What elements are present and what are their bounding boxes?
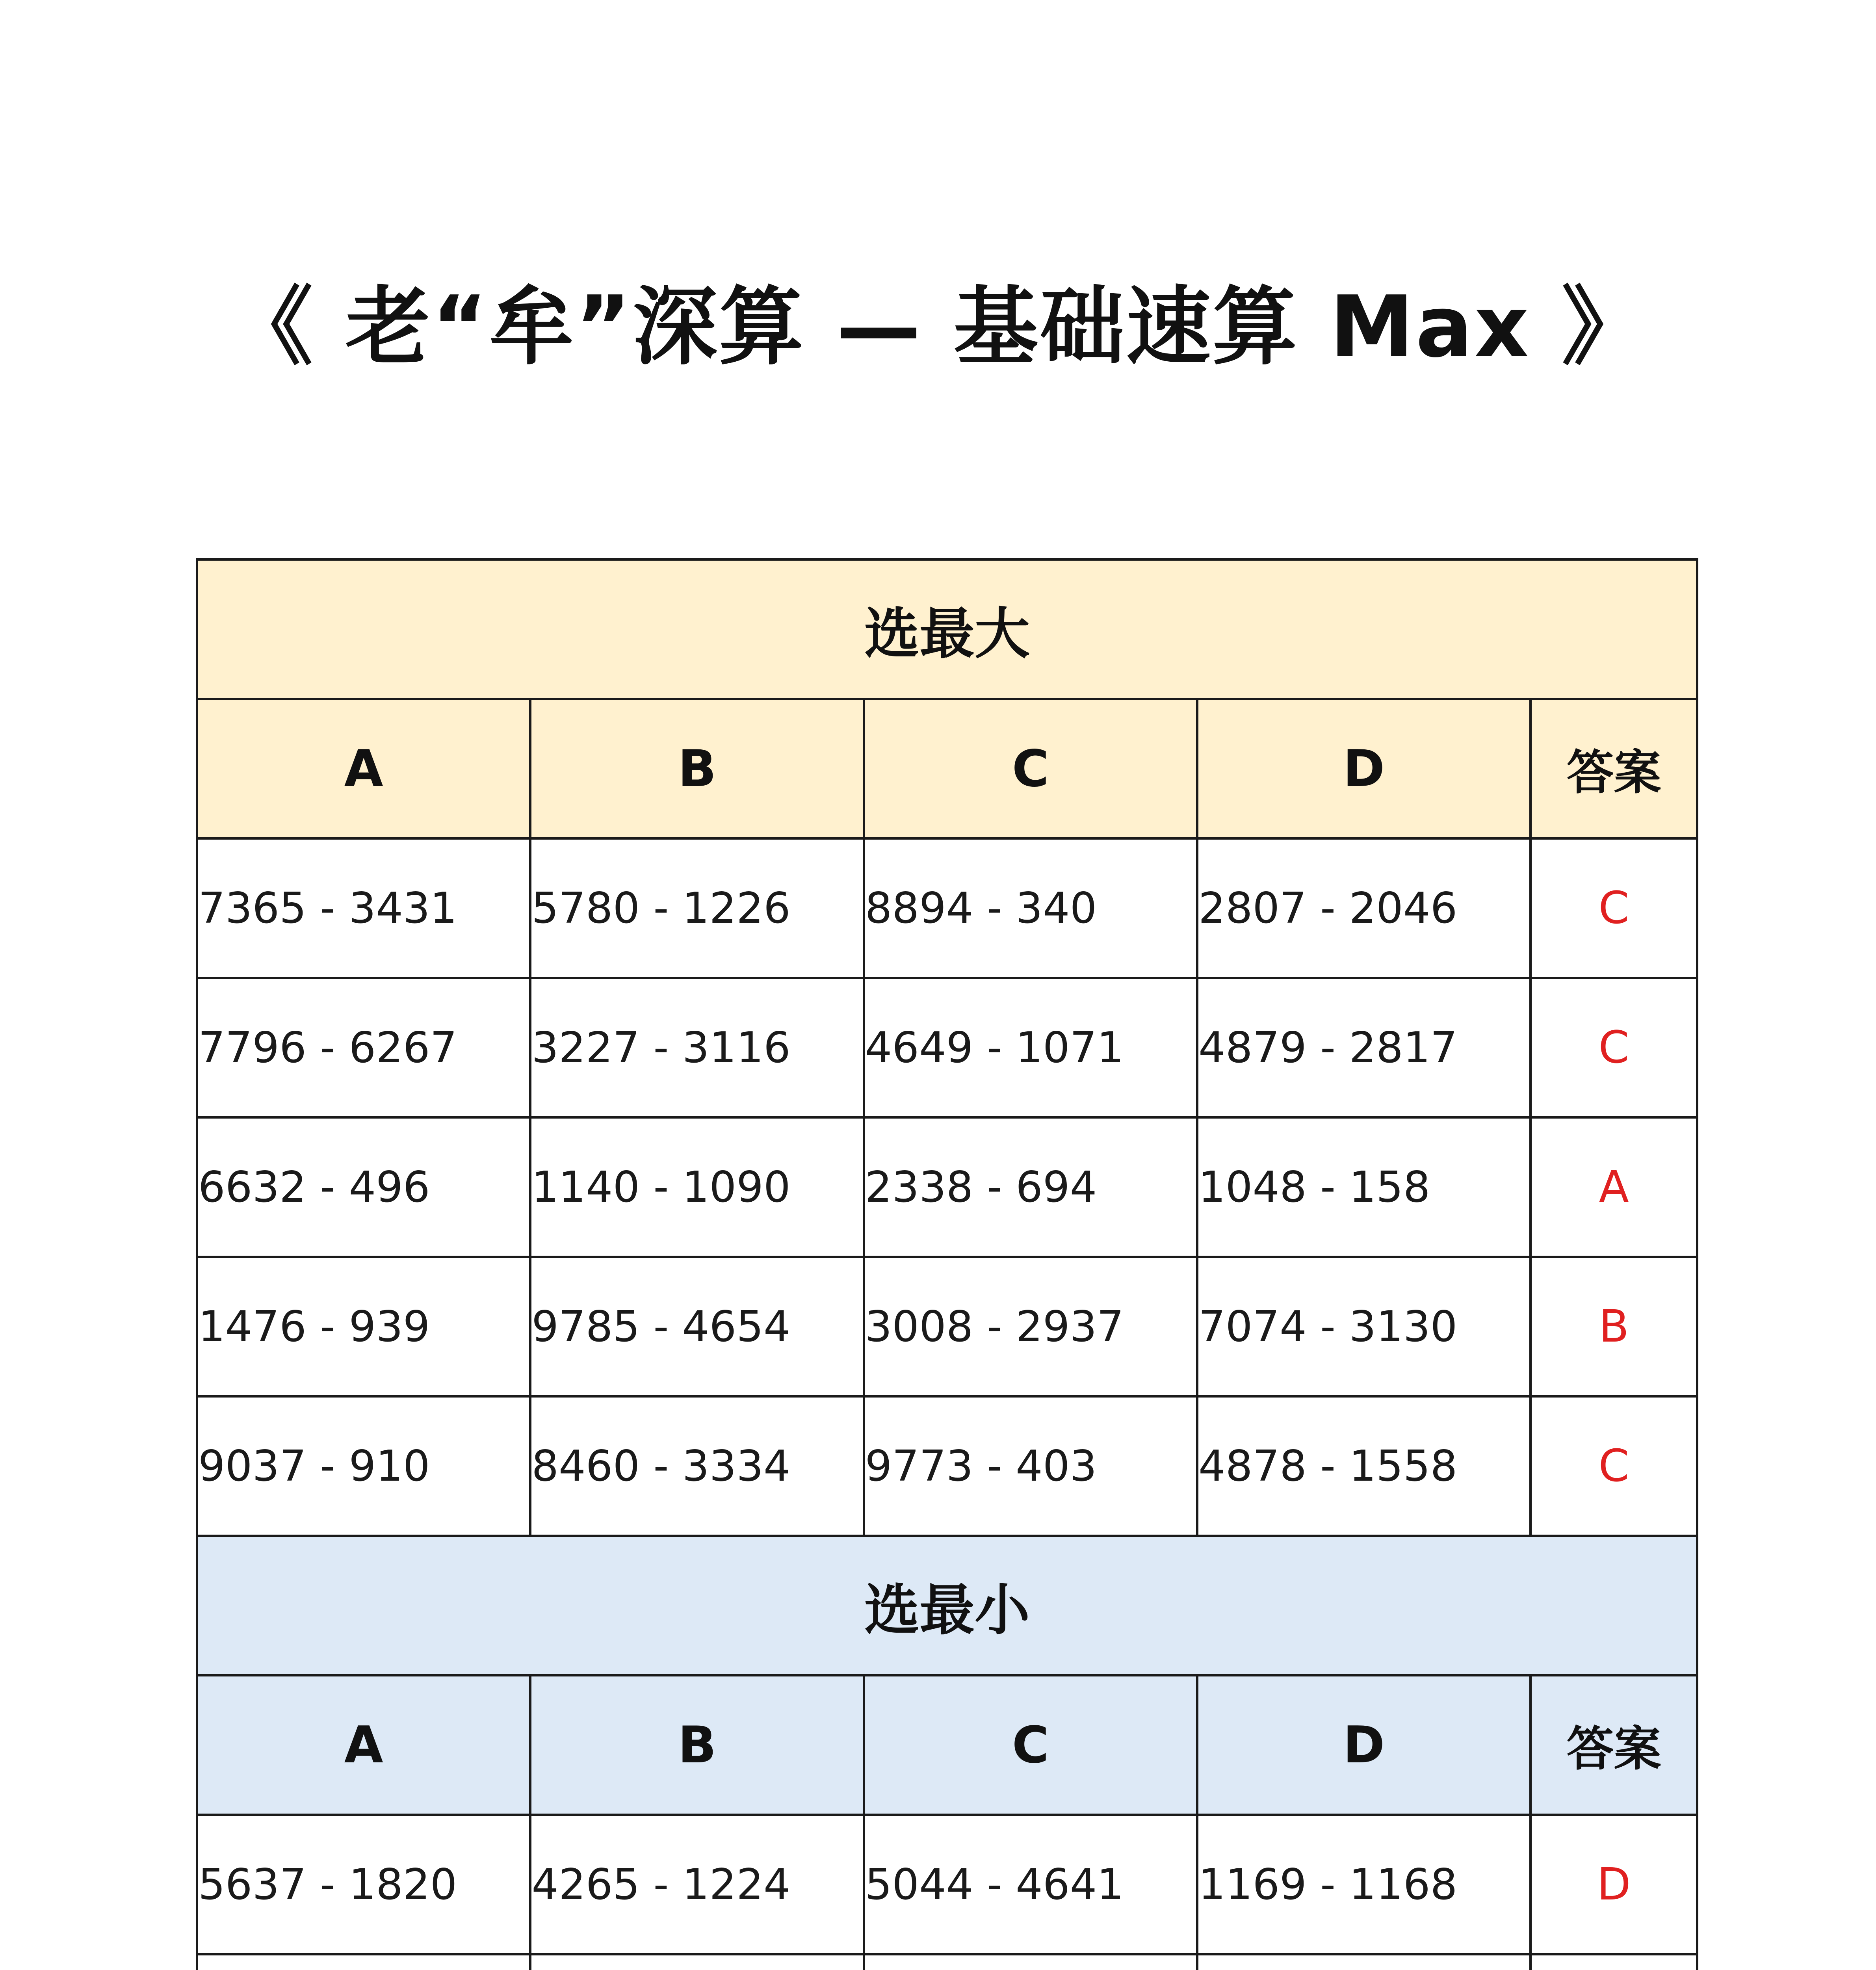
column-header-row — [197, 1675, 1697, 1815]
answer-cell — [1531, 1954, 1697, 1970]
option-a-cell: 5637 - 1820 — [197, 1815, 530, 1954]
page-title: 《 老“牟”深算 — 基础速算 Max 》 — [228, 277, 1648, 376]
table-row — [197, 1954, 1697, 1970]
table-row — [197, 838, 1697, 978]
column-header-b: B — [530, 699, 864, 838]
option-b-cell: 8460 - 3334 — [530, 1396, 864, 1536]
column-header-answer: 答案 — [1531, 699, 1697, 838]
option-c-cell: 9773 - 403 — [864, 1396, 1197, 1536]
option-d-cell: 1169 - 1168 — [1197, 1815, 1531, 1954]
option-b-cell: 1140 - 1090 — [530, 1117, 864, 1257]
option-c-cell: 2338 - 694 — [864, 1117, 1197, 1257]
answer-cell: A — [1531, 1117, 1697, 1257]
table-row — [197, 1396, 1697, 1536]
option-b-cell — [530, 1954, 864, 1970]
option-a-cell: 6632 - 496 — [197, 1117, 530, 1257]
column-header-row — [197, 699, 1697, 838]
option-a-cell: 1476 - 939 — [197, 1257, 530, 1396]
table-row — [197, 1815, 1697, 1954]
table-row — [197, 1257, 1697, 1396]
column-header-d: D — [1197, 699, 1531, 838]
option-b-cell: 3227 - 3116 — [530, 978, 864, 1117]
option-a-cell: 9037 - 910 — [197, 1396, 530, 1536]
option-a-cell: 7365 - 3431 — [197, 838, 530, 978]
option-a-cell — [197, 1954, 530, 1970]
option-d-cell: 1048 - 158 — [1197, 1117, 1531, 1257]
column-header-c: C — [864, 1675, 1197, 1815]
option-a-cell: 7796 - 6267 — [197, 978, 530, 1117]
option-d-cell: 2807 - 2046 — [1197, 838, 1531, 978]
answer-cell: D — [1531, 1815, 1697, 1954]
option-c-cell: 8894 - 340 — [864, 838, 1197, 978]
quiz-table — [196, 558, 1698, 1970]
option-c-cell: 4649 - 1071 — [864, 978, 1197, 1117]
answer-cell: C — [1531, 1396, 1697, 1536]
answer-cell: C — [1531, 838, 1697, 978]
option-b-cell: 5780 - 1226 — [530, 838, 864, 978]
table-row — [197, 978, 1697, 1117]
column-header-a: A — [197, 699, 530, 838]
column-header-c: C — [864, 699, 1197, 838]
option-d-cell: 4878 - 1558 — [1197, 1396, 1531, 1536]
section-header-row — [197, 1536, 1697, 1675]
option-c-cell — [864, 1954, 1197, 1970]
section-heading-max: 选最大 — [197, 559, 1697, 699]
option-d-cell — [1197, 1954, 1531, 1970]
answer-cell: C — [1531, 978, 1697, 1117]
column-header-b: B — [530, 1675, 864, 1815]
option-b-cell: 4265 - 1224 — [530, 1815, 864, 1954]
option-b-cell: 9785 - 4654 — [530, 1257, 864, 1396]
section-heading-min: 选最小 — [197, 1536, 1697, 1675]
column-header-answer: 答案 — [1531, 1675, 1697, 1815]
option-d-cell: 4879 - 2817 — [1197, 978, 1531, 1117]
option-d-cell: 7074 - 3130 — [1197, 1257, 1531, 1396]
option-c-cell: 5044 - 4641 — [864, 1815, 1197, 1954]
table-row — [197, 1117, 1697, 1257]
option-c-cell: 3008 - 2937 — [864, 1257, 1197, 1396]
column-header-a: A — [197, 1675, 530, 1815]
column-header-d: D — [1197, 1675, 1531, 1815]
answer-cell: B — [1531, 1257, 1697, 1396]
section-header-row — [197, 559, 1697, 699]
